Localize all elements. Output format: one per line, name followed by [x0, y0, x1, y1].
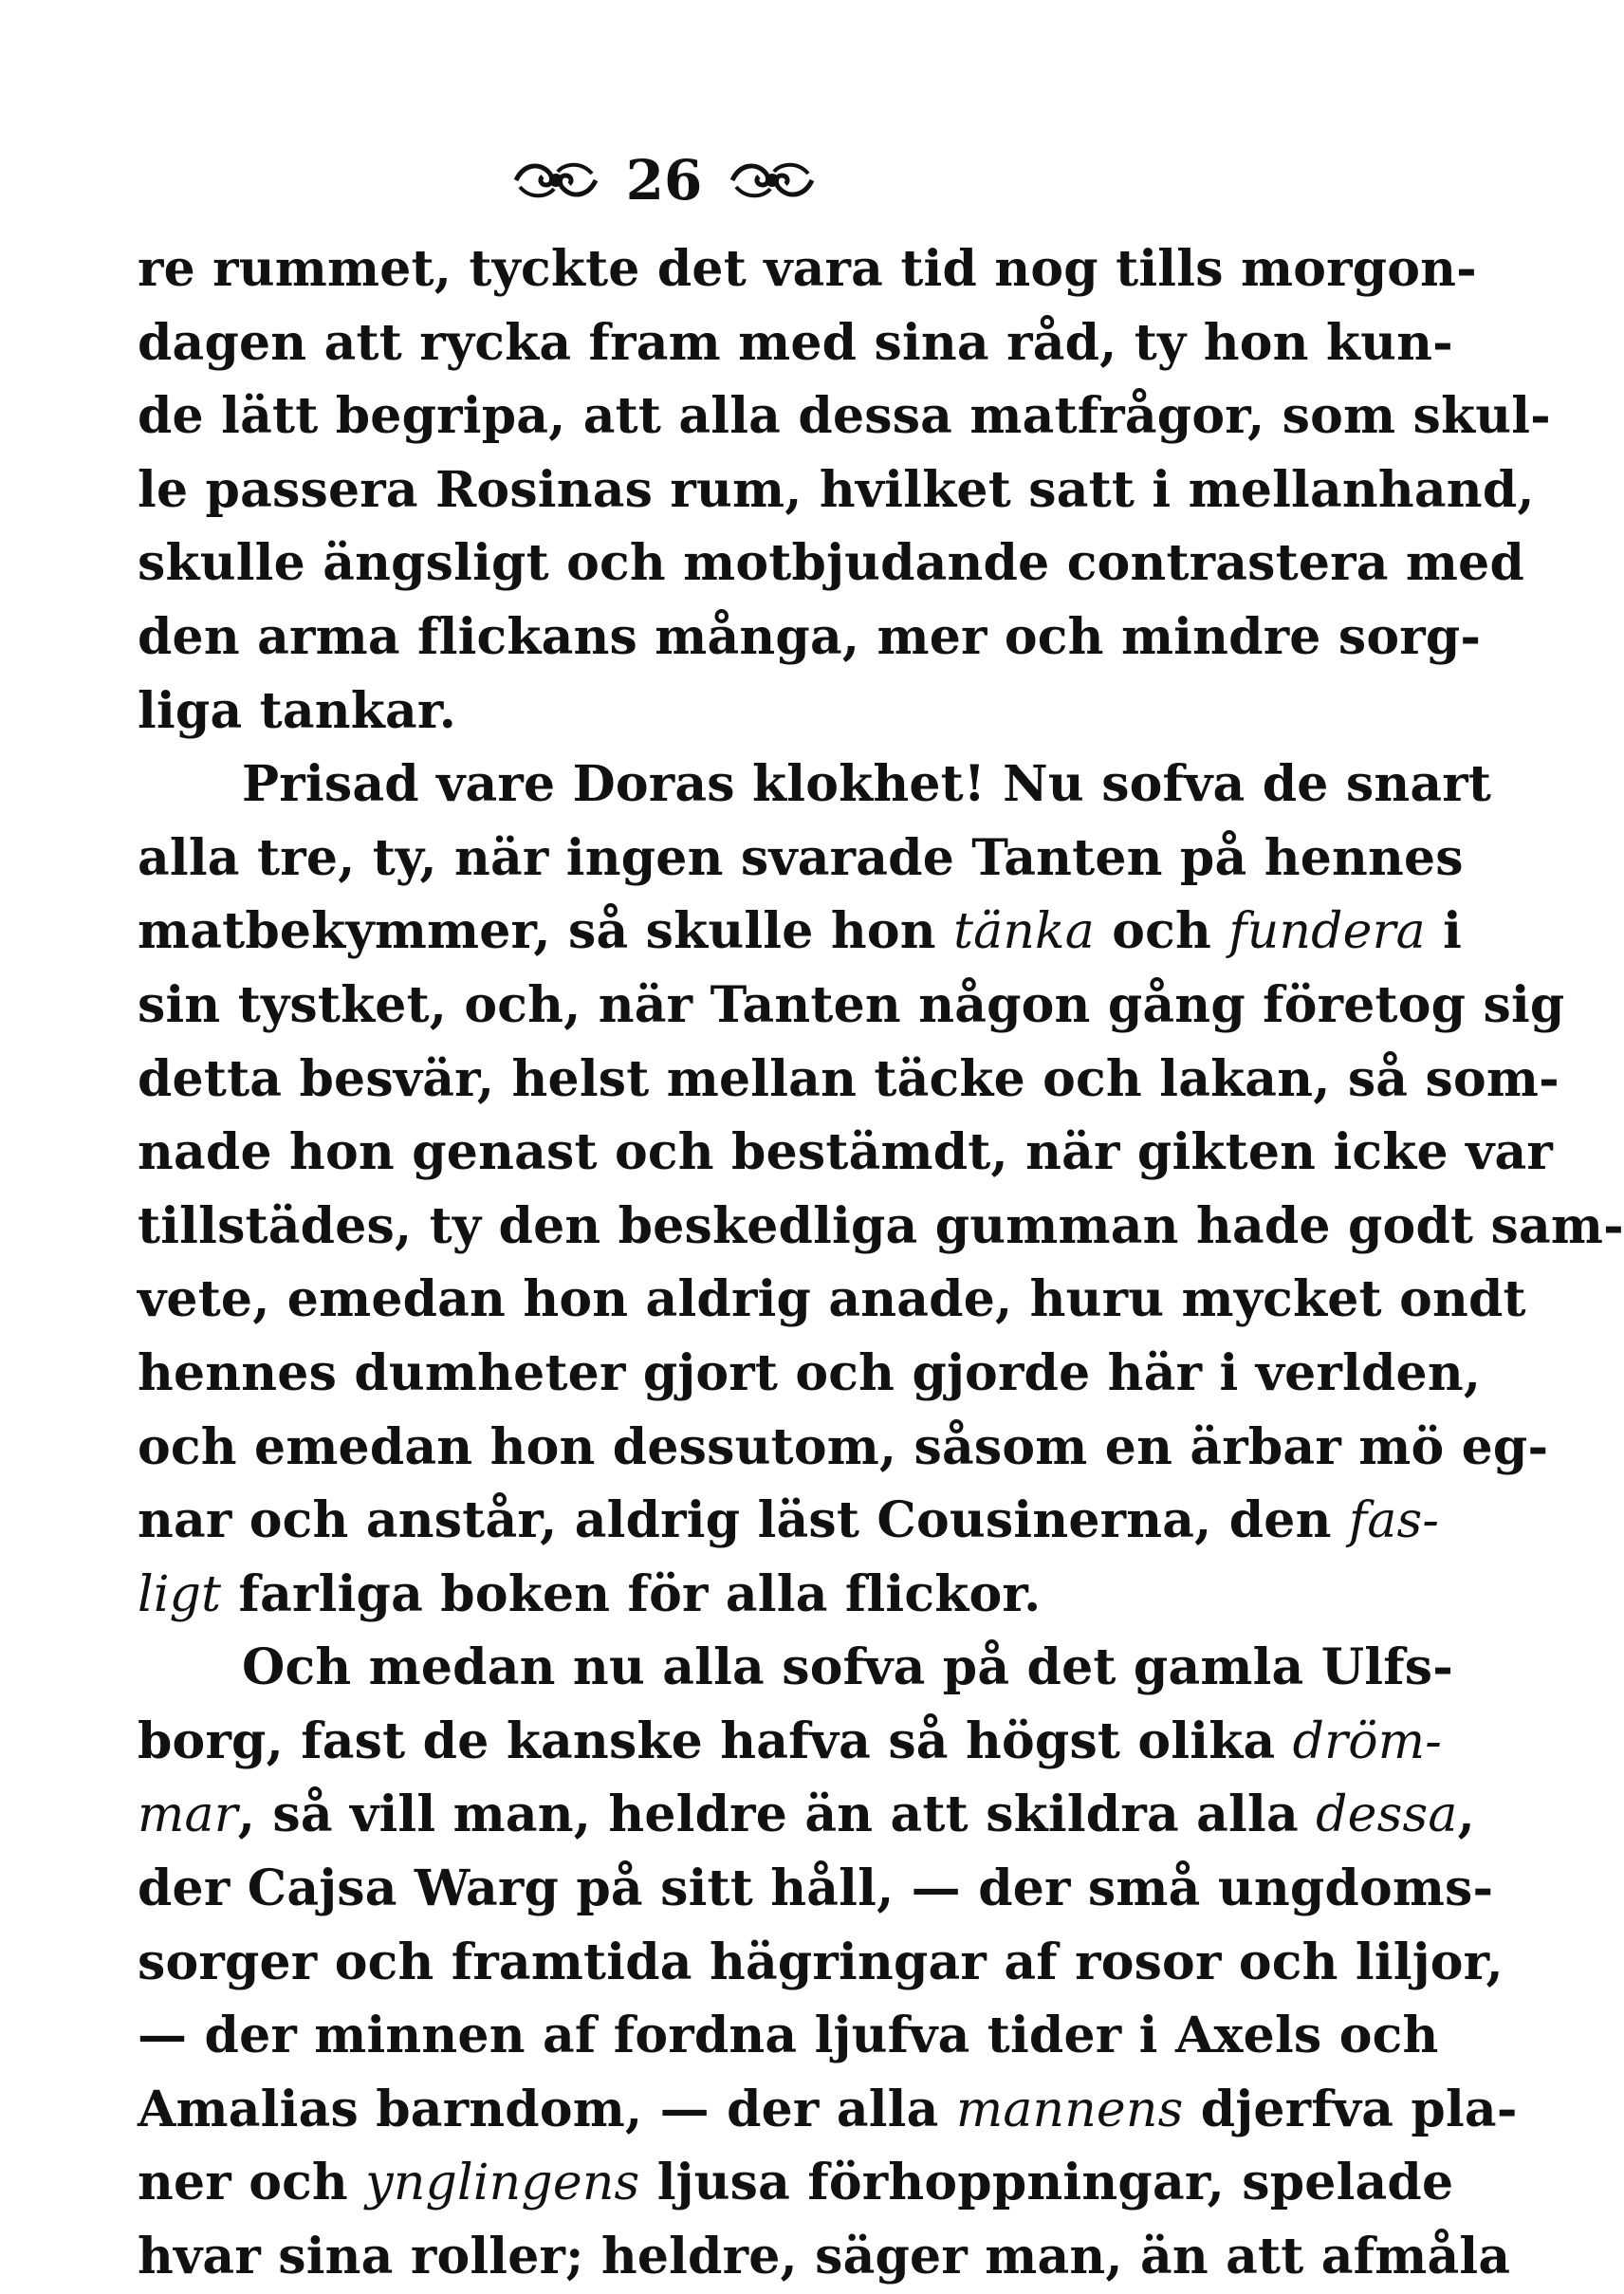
text-line [138, 2073, 1518, 2147]
italic-text: fas- [1348, 1492, 1440, 1550]
text-line: Prisad vare Doras klokhet! Nu sofva de snart [242, 755, 1492, 814]
italic-text: fundera [1228, 903, 1426, 961]
text-span: farliga boken för alla flickor. [221, 1564, 1042, 1623]
text-span: ljusa förhoppningar, spelade [639, 2154, 1454, 2212]
text-line: de lätt begripa, att alla dessa matfrågor, som skul- [138, 387, 1551, 446]
italic-text: mar [138, 1786, 238, 1844]
page-number: 26 [625, 148, 703, 213]
text-line: sin tystket, och, när Tanten någon gång företog sig [138, 975, 1565, 1034]
text-line: Och medan nu alla sofva på det gamla Ulfs- [242, 1638, 1454, 1697]
italic-text: dessa [1316, 1786, 1458, 1844]
text-line [138, 895, 1463, 969]
text-span: , [1457, 1785, 1475, 1844]
italic-text: tänka [953, 903, 1095, 961]
text-line: alla tre, ty, när ingen svarade Tanten på hennes [138, 828, 1464, 887]
italic-text: mannens [955, 2081, 1184, 2138]
text-span: i [1425, 902, 1463, 961]
text-line: sorger och framtida hägringar af rosor och liljor, [138, 1933, 1504, 1991]
text-span: borg, fast de kanske hafva så högst olika [138, 1711, 1293, 1770]
text-span: ner och [138, 2154, 366, 2212]
text-span: djerfva pla- [1183, 2080, 1518, 2138]
text-span: matbekymmer, så skulle hon [138, 902, 954, 961]
italic-text: dröm- [1292, 1712, 1442, 1770]
text-line: nade hon genast och bestämdt, när gikten icke var [138, 1123, 1553, 1182]
text-line: der Cajsa Warg på sitt håll, — der små ungdoms- [138, 1859, 1494, 1918]
text-span: nar och anstår, aldrig läst Cousinerna, den [138, 1491, 1349, 1550]
text-line: hvar sina roller; heldre, säger man, än att afmåla [138, 2228, 1511, 2286]
text-line [138, 1705, 1442, 1779]
text-line [138, 1484, 1440, 1558]
ornament-icon [727, 158, 818, 202]
page-header [0, 142, 1328, 218]
text-line: — der minnen af fordna ljufva tider i Axels och [138, 2007, 1439, 2065]
text-line [138, 1558, 1271, 1632]
text-line: dagen att rycka fram med sina råd, ty hon kun- [138, 313, 1453, 372]
text-line [138, 2146, 1454, 2220]
text-line: den arma flickans många, mer och mindre sorg- [138, 607, 1482, 666]
text-line: re rummet, tyckte det vara tid nog tills morgon- [138, 240, 1477, 298]
text-line: skulle ängsligt och motbjudande contrastera med [138, 534, 1524, 593]
text-span: och [1094, 902, 1229, 961]
text-span: , så vill man, heldre än att skildra alla [237, 1785, 1317, 1844]
text-line: hennes dumheter gjort och gjorde här i verlden, [138, 1343, 1482, 1402]
text-line: och emedan hon dessutom, såsom en ärbar mö eg- [138, 1417, 1549, 1476]
italic-text: ynglingens [365, 2155, 640, 2212]
body-text [138, 232, 1624, 2294]
italic-text: ligt [138, 1565, 222, 1623]
text-line: tillstädes, ty den beskedliga gumman hade godt sam- [138, 1196, 1624, 1255]
ornament-icon [510, 158, 601, 202]
text-span: Amalias barndom, — der alla [138, 2080, 956, 2138]
text-line: liga tankar. [138, 681, 457, 740]
text-line: le passera Rosinas rum, hvilket satt i mellanhand, [138, 460, 1535, 519]
text-line: vete, emedan hon aldrig anade, huru mycket ondt [138, 1270, 1526, 1329]
text-line [138, 1778, 1475, 1852]
text-line: detta besvär, helst mellan täcke och lakan, så som- [138, 1049, 1559, 1108]
